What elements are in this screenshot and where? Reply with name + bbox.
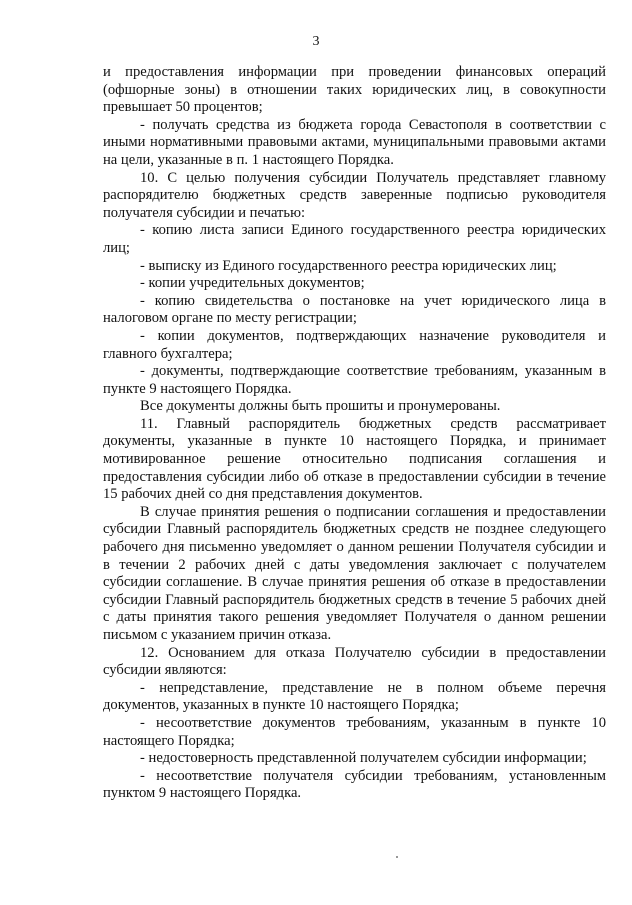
paragraph: - получать средства из бюджета города Севастополя в соответствии с иными нормативными правовыми актами, муниципальными правовыми актами на цели, указанные в п. 1 настоящего Порядка. (103, 116, 606, 168)
list-item: - документы, подтверждающие соответствие требованиям, указанным в пункте 9 настоящего Порядка. (103, 363, 606, 397)
list-item: - непредставление, представление не в полном объеме перечня документов, указанных в пункте 10 настоящего Порядка; (103, 679, 606, 714)
list-item: - копии документов, подтверждающих назначение руководителя и главного бухгалтера; (103, 327, 606, 362)
list-item: - копии учредительных документов; (140, 275, 365, 292)
paragraph: 11. Главный распорядитель бюджетных средств рассматривает документы, указанные в пункте 10 настоящего Порядка, и принимает мотивированное решение относительно подписания соглашения и предоставления субсидии либо об отказе в предоставлении субсидии в течение 15 рабочих дней со дня представления документов. (103, 415, 606, 503)
page-number: 3 (312, 34, 320, 49)
list-item: - несоответствие получателя субсидии требованиям, установленным пунктом 9 настоящего Порядка. (103, 767, 606, 802)
paragraph: и предоставления информации при проведении финансовых операций (офшорные зоны) в отношении таких юридических лиц, в совокупности превышает 50 процентов; (103, 64, 606, 116)
paragraph: 10. С целью получения субсидии Получатель представляет главному распорядителю бюджетных средств заверенные подписью руководителя получателя субсидии и печатью: (103, 169, 606, 221)
list-item: - недостоверность представленной получателем субсидии информации; (140, 750, 587, 767)
scan-speck (396, 856, 398, 858)
document-body (103, 64, 606, 803)
paragraph: Все документы должны быть прошиты и пронумерованы. (140, 398, 501, 415)
paragraph: 12. Основанием для отказа Получателю субсидии в предоставлении субсидии являются: (103, 644, 606, 679)
list-item: - копию свидетельства о постановке на учет юридического лица в налоговом органе по месту регистрации; (103, 292, 606, 327)
paragraph: В случае принятия решения о подписании соглашения и предоставлении субсидии Главный распорядитель бюджетных средств не позднее следующего рабочего дня письменно уведомляет о данном решении Получателя субсидии и в течении 2 рабочих дней с даты уведомления заключает с получателем субсидии соглашение. В случае принятия решения об отказе в предоставлении субсидии Главный распорядитель бюджетных средств в течение 5 рабочих дней с даты принятия такого решения уведомляет Получателя о данном решении письмом с указанием причин отказа. (103, 503, 606, 643)
list-item: - выписку из Единого государственного реестра юридических лиц; (140, 257, 557, 274)
list-item: - несоответствие документов требованиям, указанным в пункте 10 настоящего Порядка; (103, 714, 606, 749)
list-item: - копию листа записи Единого государственного реестра юридических лиц; (103, 222, 606, 256)
